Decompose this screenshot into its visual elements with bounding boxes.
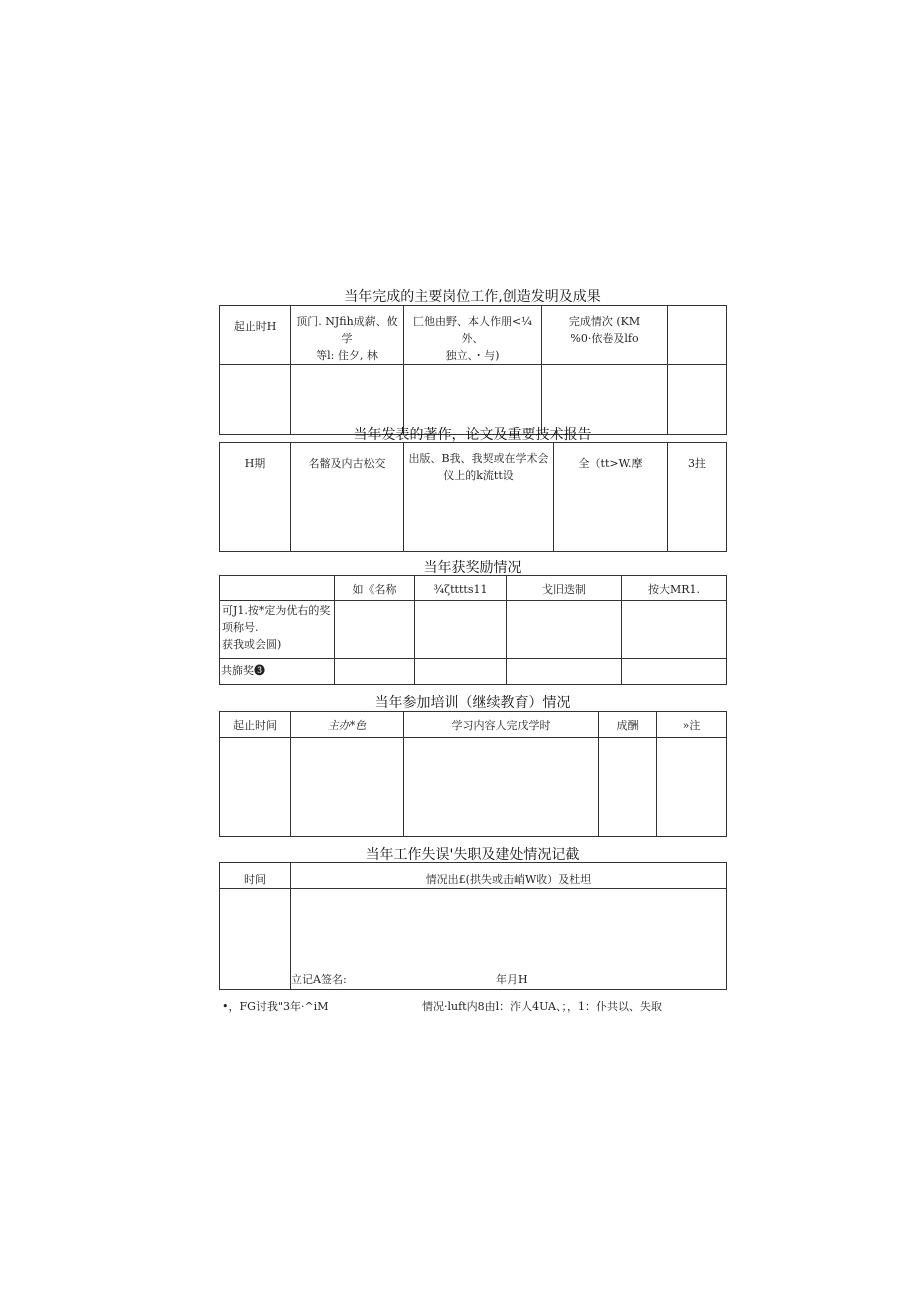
section-title-awards: 当年获奖励情况 [423,560,522,576]
training-cell-note[interactable] [657,738,727,837]
work-header-project-line2: 等l: 住夕, 林 [316,349,378,362]
work-header-status-line1: 完成情次 (KM [568,315,641,328]
footnote-right: 情况·luft内8由l：泎人4UA、；，1：仆共以、失取 [422,1000,662,1013]
papers-header-publisher-line2: 仪上的k流tt设 [443,469,514,482]
training-cell-period[interactable] [220,738,291,837]
work-table [219,305,727,435]
awards-row2-level[interactable] [415,659,507,685]
mistakes-header-time: 时间 [220,863,291,889]
section-title-papers: 当年发表的著作，论文及重要技术报告 [353,427,592,443]
awards-row2-issuer[interactable] [507,659,622,685]
training-header-content: 学习内容人完戊学时 [404,712,599,738]
awards-row1-issuer[interactable] [507,601,622,659]
awards-header-level: ¾ζtttts11 [415,576,507,601]
awards-row2-name[interactable] [335,659,415,685]
awards-row1-label-line3: 获我或会圆) [222,638,282,651]
work-header-period: 起止时H [220,306,291,365]
section-title-training: 当年参加培训（继续教育）情况 [374,695,571,711]
signature-label: 立记A签名: [291,973,347,986]
training-header-note: »注 [657,712,727,738]
training-cell-content[interactable] [404,738,599,837]
work-header-project [291,306,404,365]
work-header-role [404,306,542,365]
awards-row1-name[interactable] [335,601,415,659]
training-cell-result[interactable] [599,738,657,837]
papers-header-date[interactable]: H期 [220,443,291,552]
footnote-left: •，FG讨我"3年·^iM [222,1000,329,1013]
awards-header-name: 如《名称 [335,576,415,601]
papers-table [219,442,727,552]
awards-row1-label-line2: 项称号. [222,621,259,634]
training-table [219,711,727,837]
awards-row1-rank[interactable] [622,601,727,659]
awards-row1-level[interactable] [415,601,507,659]
date-label: 年月H [496,973,528,986]
work-header-project-line1: 顶门. NJfih成薪、攸学 [296,315,398,345]
section-title-mistakes: 当年工作失误'失职及建处情况记截 [365,847,580,863]
work-header-status [542,306,668,365]
awards-row1-label [220,601,335,659]
awards-header-rank: 按大MR1. [622,576,727,601]
papers-header-name[interactable]: 名髂及内古松交 [291,443,404,552]
awards-row2-rank[interactable] [622,659,727,685]
work-header-role-line2: 独立、・与) [445,349,500,362]
awards-row1-label-line1: 可J1.按*定为优右的奖 [222,604,331,617]
training-cell-organizer[interactable] [291,738,404,837]
training-header-result: 成酬 [599,712,657,738]
mistakes-cell-time[interactable] [220,889,291,990]
mistakes-header-details: 情况出£(拱失或击峭W收）及杜坦 [291,863,727,889]
awards-table [219,575,727,685]
mistakes-table [219,862,727,990]
papers-header-publisher-line1: 出版、B我、我契或在学术会 [408,452,549,465]
papers-header-author[interactable]: 全（tt>W.摩 [554,443,668,552]
work-header-role-line1: 匚他由野、本人作朋<¼外、 [413,315,532,345]
work-header-blank [668,306,727,365]
awards-row2-label: 共旆奖❸ [220,659,335,685]
awards-header-issuer: 戈旧迭制 [507,576,622,601]
training-header-organizer: 主办*色 [291,712,404,738]
work-header-status-line2: %0·依卷及lfo [570,332,639,345]
papers-header-note[interactable]: 3拄 [668,443,727,552]
awards-header-blank [220,576,335,601]
section-title-work: 当年完成的主要岗位工作,创造发明及成果 [344,289,601,305]
papers-header-publisher[interactable] [404,443,554,552]
mistakes-cell-details[interactable] [291,889,727,990]
training-header-period: 起止时间 [220,712,291,738]
